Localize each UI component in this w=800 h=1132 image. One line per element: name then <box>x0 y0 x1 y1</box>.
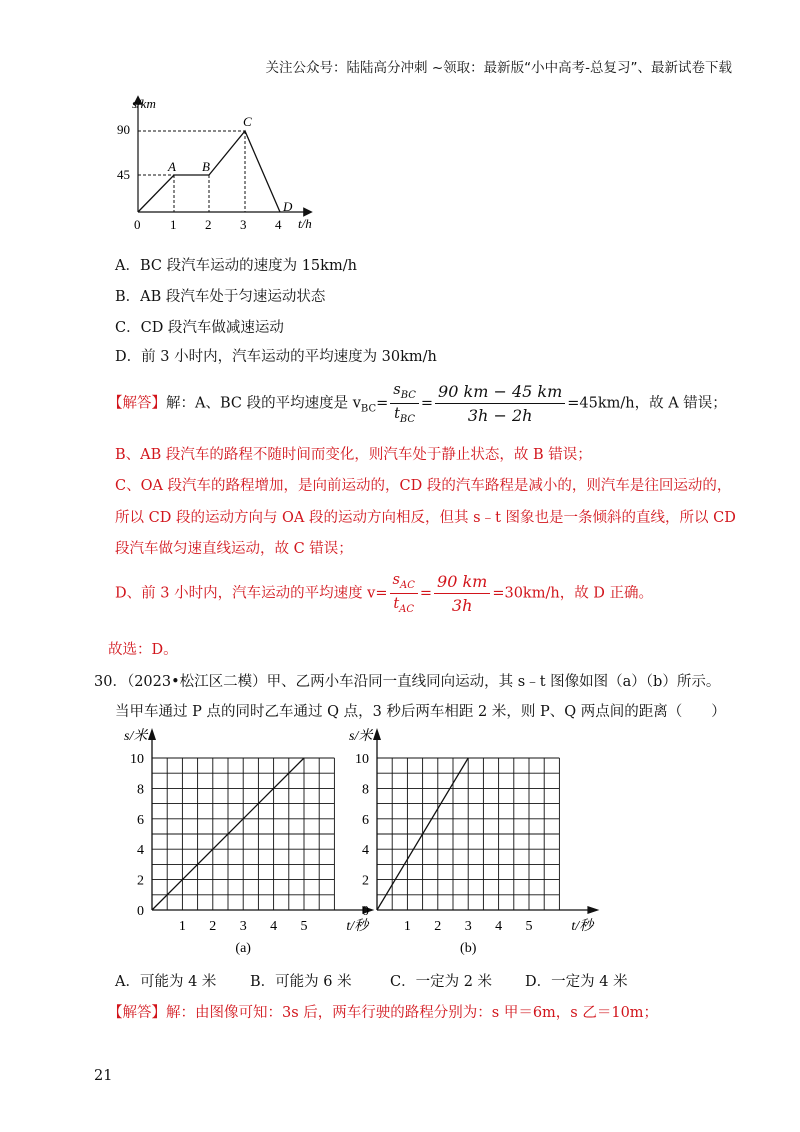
ytick-label: 4 <box>362 843 369 859</box>
q30-option-C: C．一定为 2 米 <box>390 974 493 990</box>
xtick-label: 1 <box>403 919 411 934</box>
st-graph-a <box>120 722 380 958</box>
xtick-label: 2 <box>434 919 442 934</box>
y-axis-arrow <box>373 728 381 740</box>
q30-answer: 【解答】解：由图像可知：3s 后，两车行驶的路程分别为：s 甲＝6m，s 乙＝10m； <box>108 1005 659 1021</box>
answer-line-1: 【解答】解：A、BC 段的平均速度是 $v_{BC}=$ $\frac{s_{BC}}{t_{BC}}$ = $\frac{90 km - 45 km}{3h - 2h}$ =45km/h，故 A 错误； <box>108 382 727 425</box>
xtick-label: 1 <box>178 919 186 934</box>
answer-line-6: D、前 3 小时内，汽车运动的平均速度 v= $\frac{s_{AC}}{t_{AC}}$ = $\frac{90 km}{3h}$ =30km/h，故 D 正确。 <box>115 572 654 615</box>
xtick-label: 5 <box>300 919 308 934</box>
xtick-label: 4 <box>270 919 278 934</box>
xtick-0: 0 <box>134 217 141 232</box>
q30-stem-line-2: 当甲车通过 P 点的同时乙车通过 Q 点，3 秒后两车相距 2 米，则 P、Q 两点间的距离（ ） <box>115 704 726 720</box>
fraction-sac-over-tac: $\frac{s_{AC}}{t_{AC}}$ <box>390 572 418 615</box>
answer-line-4: 所以 CD 段的运动方向与 OA 段的运动方向相反，但其 s﹣t 图象也是一条倾斜的直线，所以 CD <box>115 510 736 526</box>
ytick-label: 8 <box>137 782 144 798</box>
point-B-label: B <box>202 159 210 174</box>
option-C: C．CD 段汽车做减速运动 <box>115 320 284 336</box>
st-graph-b <box>345 722 605 958</box>
y-axis-label: s/米 <box>349 729 373 744</box>
fraction-s-over-t: $\frac{s_{BC}}{t_{BC}}$ <box>390 382 419 425</box>
ytick-label: 10 <box>130 752 144 767</box>
q30-option-D: D．一定为 4 米 <box>525 974 628 990</box>
point-D-label: D <box>283 199 293 214</box>
ytick-90: 90 <box>117 122 130 137</box>
answer-line-5: 段汽车做匀速直线运动，故 C 错误； <box>115 541 353 557</box>
x-axis-label: t/秒 <box>571 919 594 934</box>
ytick-label: 6 <box>137 812 144 828</box>
y-axis-label: s/米 <box>124 729 148 744</box>
xtick-label: 2 <box>209 919 217 934</box>
st-graph-car <box>108 94 318 234</box>
answer-line-3: C、OA 段汽车的路程增加，是向前运动的，CD 段的汽车路程是减小的，则汽车是往回运动的， <box>115 478 732 494</box>
xtick-label: 3 <box>239 919 247 934</box>
ytick-label: 0 <box>362 904 369 919</box>
answer-line-2: B、AB 段汽车的路程不随时间而变化，则汽车处于静止状态，故 B 错误； <box>115 447 592 463</box>
ytick-label: 2 <box>137 873 144 889</box>
x-axis-label: t/h <box>298 216 312 231</box>
graph-caption: (a) <box>235 941 251 956</box>
ytick-label: 2 <box>362 873 369 889</box>
q30-option-A: A．可能为 4 米 <box>115 974 217 990</box>
xtick-label: 5 <box>525 919 533 934</box>
xtick-1: 1 <box>170 217 177 232</box>
answer-tag: 【解答】 <box>108 395 166 412</box>
y-axis-arrow <box>148 728 156 740</box>
answer-choice: 故选：D。 <box>108 642 178 658</box>
ytick-label: 4 <box>137 843 144 859</box>
q30-stem-line-1: 30．（2023•松江区二模）甲、乙两小车沿同一直线同向运动，其 s﹣t 图像如图（a）（b）所示。 <box>94 674 721 690</box>
page-number: 21 <box>94 1068 113 1084</box>
x-axis-label: t/秒 <box>346 919 369 934</box>
ytick-label: 0 <box>137 904 144 919</box>
option-A: A．BC 段汽车运动的速度为 15km/h <box>115 258 357 274</box>
fraction-90-over-3: $\frac{90 km}{3h}$ <box>434 572 490 615</box>
xtick-label: 4 <box>495 919 503 934</box>
page-header: 关注公众号：陆陆高分冲刺 ~领取：最新版“小中高考-总复习”、最新试卷下载 <box>265 60 732 76</box>
q30-option-B: B．可能为 6 米 <box>250 974 352 990</box>
ytick-label: 6 <box>362 812 369 828</box>
xtick-2: 2 <box>205 217 212 232</box>
point-C-label: C <box>243 114 252 129</box>
ytick-label: 8 <box>362 782 369 798</box>
xtick-label: 3 <box>464 919 472 934</box>
y-axis-label: s/km <box>132 96 156 111</box>
x-axis-arrow <box>587 906 599 914</box>
ytick-label: 10 <box>355 752 369 767</box>
ytick-45: 45 <box>117 167 130 182</box>
option-B: B．AB 段汽车处于匀速运动状态 <box>115 289 326 305</box>
xtick-4: 4 <box>275 217 282 232</box>
xtick-3: 3 <box>240 217 247 232</box>
fraction-values: $\frac{90 km - 45 km}{3h - 2h}$ <box>435 382 565 425</box>
graph-caption: (b) <box>460 941 477 956</box>
answer-tag: 【解答】 <box>108 1005 166 1021</box>
point-A-label: A <box>168 159 176 174</box>
option-D: D．前 3 小时内，汽车运动的平均速度为 30km/h <box>115 349 437 365</box>
